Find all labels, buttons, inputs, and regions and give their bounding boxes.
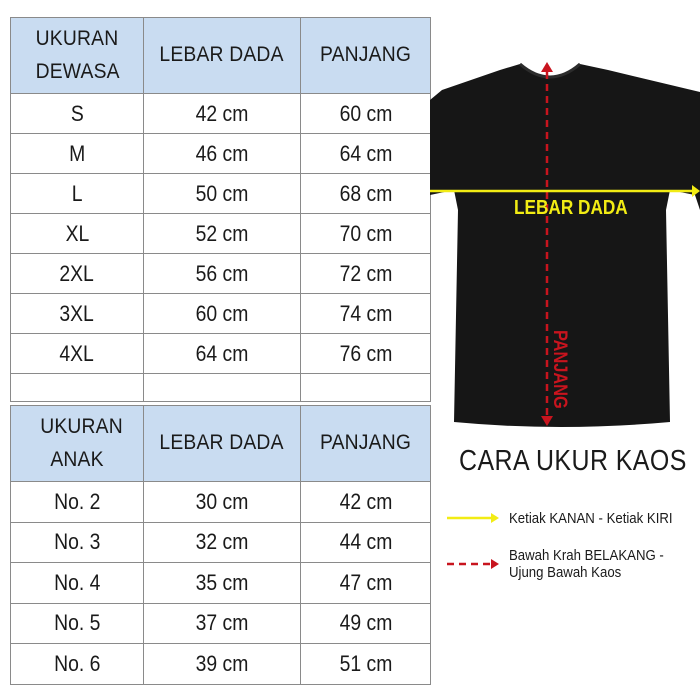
length-cell: 74 cm	[301, 294, 431, 334]
table-row	[11, 294, 431, 334]
size-cell: No. 3	[11, 522, 144, 563]
table-row	[11, 94, 431, 134]
table-row	[11, 134, 431, 174]
size-cell: 4XL	[11, 334, 144, 374]
table-row	[11, 482, 431, 523]
chest-cell: 37 cm	[144, 603, 301, 644]
table-row	[11, 174, 431, 214]
table-row	[11, 214, 431, 254]
size-cell: 3XL	[11, 294, 144, 334]
chest-legend-line	[447, 511, 499, 525]
table-row	[11, 334, 431, 374]
adult-size-table	[10, 17, 431, 402]
length-legend-text: Bawah Krah BELAKANG - Ujung Bawah Kaos	[509, 547, 664, 581]
size-cell: No. 2	[11, 482, 144, 523]
chest-legend-text: Ketiak KANAN - Ketiak KIRI	[509, 510, 673, 527]
table-row	[11, 522, 431, 563]
length-cell: 42 cm	[301, 482, 431, 523]
length-cell: 64 cm	[301, 134, 431, 174]
length-cell: 44 cm	[301, 522, 431, 563]
length-cell: 72 cm	[301, 254, 431, 294]
size-cell: No. 4	[11, 563, 144, 604]
size-cell: M	[11, 134, 144, 174]
header-length: PANJANG	[301, 406, 431, 482]
header-length: PANJANG	[301, 18, 431, 94]
header-size: UKURAN ANAK	[11, 406, 144, 482]
length-cell: 60 cm	[301, 94, 431, 134]
header-size: UKURAN DEWASA	[11, 18, 144, 94]
chest-cell: 42 cm	[144, 94, 301, 134]
size-cell: L	[11, 174, 144, 214]
length-cell: 49 cm	[301, 603, 431, 644]
guide-title: CARA UKUR KAOS	[459, 445, 687, 477]
size-cell: 2XL	[11, 254, 144, 294]
table-row	[11, 254, 431, 294]
length-cell: 76 cm	[301, 334, 431, 374]
size-cell: No. 5	[11, 603, 144, 644]
chest-label: LEBAR DADA	[514, 197, 628, 219]
header-chest: LEBAR DADA	[144, 406, 301, 482]
length-legend-line	[447, 557, 499, 571]
kid-size-table	[10, 405, 431, 685]
chest-cell: 64 cm	[144, 334, 301, 374]
chest-cell: 56 cm	[144, 254, 301, 294]
length-cell: 47 cm	[301, 563, 431, 604]
spacer-row	[11, 374, 431, 402]
size-cell: No. 6	[11, 644, 144, 685]
chest-cell: 60 cm	[144, 294, 301, 334]
table-row	[11, 603, 431, 644]
chest-cell: 39 cm	[144, 644, 301, 685]
length-cell: 70 cm	[301, 214, 431, 254]
length-cell: 68 cm	[301, 174, 431, 214]
length-cell: 51 cm	[301, 644, 431, 685]
header-chest: LEBAR DADA	[144, 18, 301, 94]
length-label: PANJANG	[549, 330, 570, 409]
table-header-row	[11, 18, 431, 94]
chest-cell: 52 cm	[144, 214, 301, 254]
size-cell: XL	[11, 214, 144, 254]
tshirt-illustration	[430, 60, 700, 430]
chest-cell: 30 cm	[144, 482, 301, 523]
chest-cell: 50 cm	[144, 174, 301, 214]
chest-cell: 35 cm	[144, 563, 301, 604]
chest-cell: 32 cm	[144, 522, 301, 563]
chest-cell: 46 cm	[144, 134, 301, 174]
table-header-row	[11, 406, 431, 482]
table-row	[11, 644, 431, 685]
size-cell: S	[11, 94, 144, 134]
table-row	[11, 563, 431, 604]
